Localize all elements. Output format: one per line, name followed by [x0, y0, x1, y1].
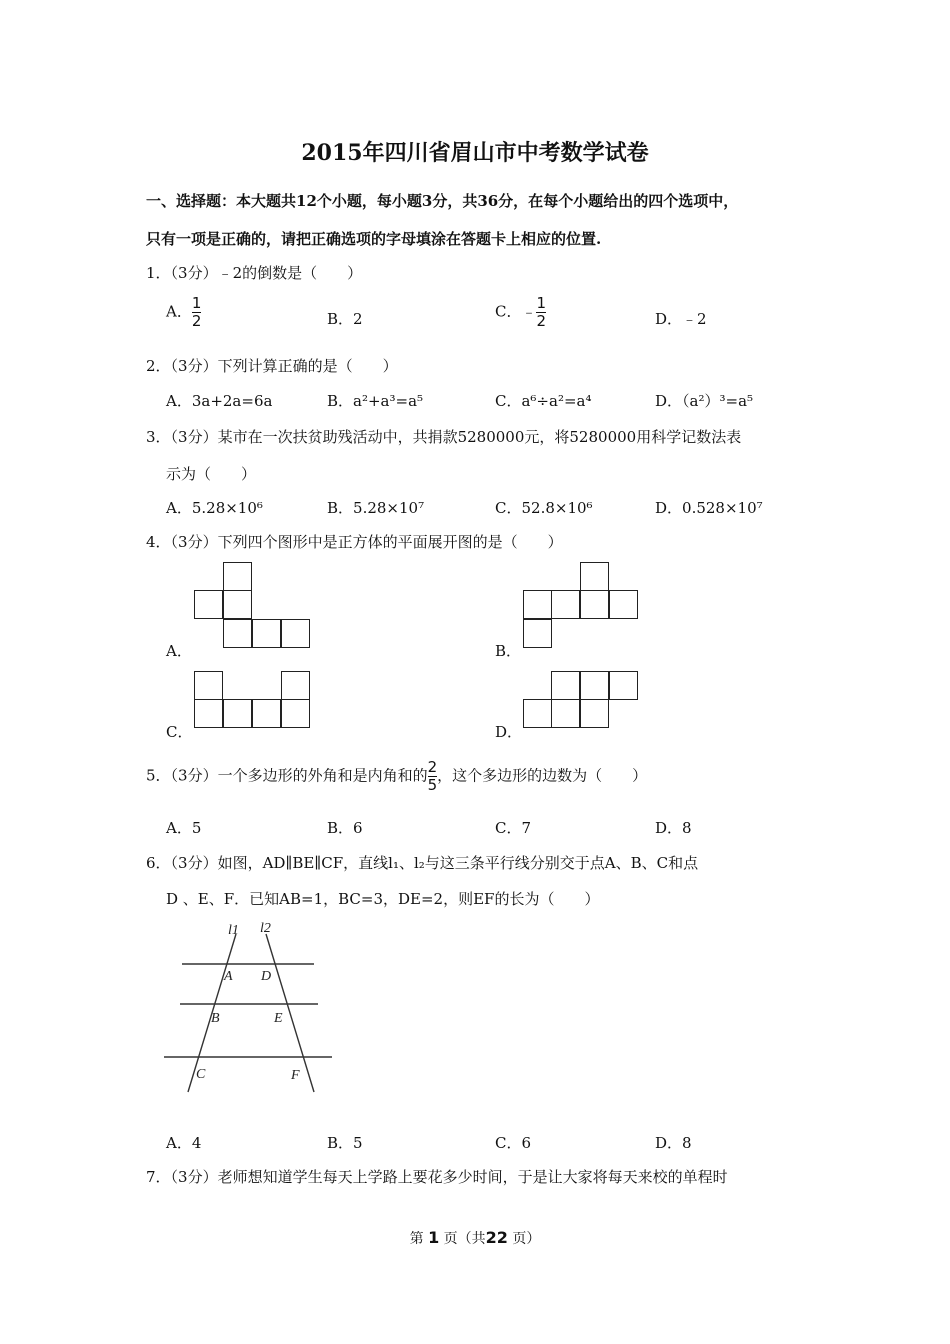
q3-stem-line1: 3．（3分）某市在一次扶贫助残活动中，共捐款5280000元，将5280000用科学记数法表 — [146, 428, 742, 446]
q1-option-a[interactable] — [166, 296, 201, 329]
label-e: E — [274, 1011, 283, 1026]
label-l1: l1 — [228, 923, 239, 938]
label-a: A — [224, 969, 233, 984]
q6-option-b[interactable]: B．5 — [327, 1134, 363, 1152]
q1-option-c[interactable] — [495, 296, 546, 329]
q1-option-b[interactable]: B．2 — [327, 310, 363, 328]
q1-option-c-fraction: $\frac{1}{2}$ — [536, 294, 547, 330]
section-heading-line1: 一、选择题：本大题共12个小题，每小题3分，共36分，在每个小题给出的四个选项中， — [146, 192, 739, 210]
q4-option-c[interactable]: C． — [166, 723, 193, 741]
total-pages: 22 — [485, 1228, 508, 1247]
q6-option-a[interactable]: A．4 — [166, 1134, 202, 1152]
q3-stem-line2: 示为（ ） — [166, 465, 257, 483]
q4-option-d[interactable]: D． — [495, 723, 523, 741]
q5-option-b[interactable]: B．6 — [327, 819, 363, 837]
label-f: F — [291, 1068, 300, 1083]
q4-stem: 4．（3分）下列四个图形中是正方体的平面展开图的是（ ） — [146, 533, 563, 551]
q4-option-b[interactable]: B． — [495, 642, 522, 660]
q5-option-d[interactable]: D．8 — [655, 819, 692, 837]
q1-option-d[interactable]: D．﹣2 — [655, 310, 707, 328]
q6-option-c[interactable]: C．6 — [495, 1134, 532, 1152]
q3-option-b[interactable]: B．5.28×10⁷ — [327, 499, 425, 517]
q6-option-d[interactable]: D．8 — [655, 1134, 692, 1152]
q2-stem: 2．（3分）下列计算正确的是（ ） — [146, 357, 398, 375]
label-b: B — [211, 1011, 220, 1026]
q2-option-b[interactable]: B．a²+a³=a⁵ — [327, 392, 424, 410]
q3-option-a[interactable]: A．5.28×10⁶ — [166, 499, 263, 517]
q5-stem: 5．（3分）一个多边形的外角和是内角和的 $\frac{2}{5}$ ，这个多边形的边数为（ ） — [146, 758, 648, 794]
section-heading-line2: 只有一项是正确的，请把正确选项的字母填涂在答题卡上相应的位置. — [146, 230, 602, 248]
q5-option-a[interactable]: A．5 — [166, 819, 202, 837]
label-c: C — [196, 1067, 206, 1082]
label-l2: l2 — [260, 921, 271, 936]
q1-option-a-label: A． — [166, 302, 192, 321]
q4-option-a[interactable]: A． — [166, 642, 192, 660]
q2-option-a[interactable]: A．3a+2a=6a — [166, 392, 273, 410]
q2-option-c[interactable]: C．a⁶÷a²=a⁴ — [495, 392, 592, 410]
q6-stem-line1: 6．（3分）如图，AD∥BE∥CF，直线l₁、l₂与这三条平行线分别交于点A、B、C和点 — [146, 854, 699, 872]
q3-option-c[interactable]: C．52.8×10⁶ — [495, 499, 593, 517]
q2-option-d[interactable]: D．（a²）³=a⁵ — [655, 392, 754, 410]
q1-option-a-fraction: $\frac{1}{2}$ — [191, 294, 202, 330]
q5-fraction: $\frac{2}{5}$ — [427, 758, 438, 794]
page-title: 2015年四川省眉山市中考数学试卷 — [301, 140, 649, 166]
current-page: 1 — [428, 1228, 440, 1247]
q7-stem: 7．（3分）老师想知道学生每天上学路上要花多少时间，于是让大家将每天来校的单程时 — [146, 1168, 728, 1186]
label-d: D — [261, 969, 272, 984]
page-footer: 第 1 页（共22 页） — [409, 1228, 541, 1247]
q1-stem: 1．（3分）﹣2的倒数是（ ） — [146, 264, 363, 282]
q1-option-c-label: C．﹣ — [495, 302, 537, 321]
q6-parallel-lines-figure — [160, 912, 340, 1102]
q6-stem-line2: D 、E、F．已知AB=1，BC=3，DE=2，则EF的长为（ ） — [166, 890, 600, 908]
q3-option-d[interactable]: D．0.528×10⁷ — [655, 499, 763, 517]
q5-option-c[interactable]: C．7 — [495, 819, 532, 837]
